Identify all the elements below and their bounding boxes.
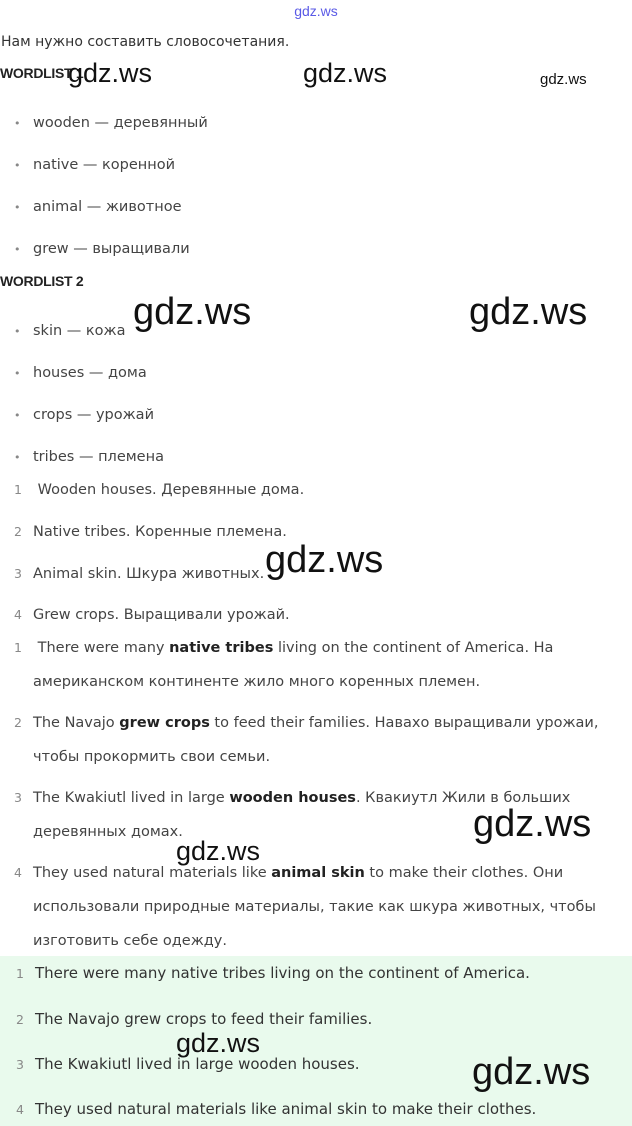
bullet-icon: • — [14, 409, 21, 422]
bullet-icon: • — [14, 201, 21, 214]
bullet-icon: • — [14, 159, 21, 172]
watermark: gdz.ws — [472, 1051, 591, 1093]
site-link[interactable]: gdz.ws — [294, 3, 338, 19]
watermark: gdz.ws — [469, 291, 588, 333]
list-item: • crops — урожай — [14, 407, 154, 423]
wordlist2-heading: WORDLIST 2 — [0, 273, 84, 289]
watermark: gdz.ws — [133, 291, 252, 333]
bullet-icon: • — [14, 117, 21, 130]
watermark: gdz.ws — [540, 71, 587, 88]
watermark: gdz.ws — [176, 1028, 261, 1058]
intro-text: Нам нужно составить словосочетания. — [1, 34, 290, 50]
wordlist1-heading: WORDLIST 1 — [0, 65, 84, 81]
list-item: • skin — кожа — [14, 323, 126, 339]
watermark: gdz.ws — [176, 836, 261, 866]
list-item: • animal — животное — [14, 199, 182, 215]
list-item: • grew — выращивали — [14, 241, 190, 257]
bullet-icon: • — [14, 451, 21, 464]
watermark: gdz.ws — [303, 58, 388, 88]
list-item: • tribes — племена — [14, 449, 164, 465]
bullet-icon: • — [14, 367, 21, 380]
answer-box: 1 There were many native tribes living on the continent of America. 2 The Navajo grew crops to feed their families. 3 The Kwakiutl lived in large wooden houses. 4 They used natural materials like animal skin to make their clothes. — [0, 956, 632, 1126]
watermark: gdz.ws — [265, 539, 384, 581]
list-item: • houses — дома — [14, 365, 147, 381]
list-item: • native — коренной — [14, 157, 176, 173]
watermark: gdz.ws — [68, 58, 153, 88]
bullet-icon: • — [14, 243, 21, 256]
watermark: gdz.ws — [473, 803, 592, 845]
bullet-icon: • — [14, 325, 21, 338]
list-item: • wooden — деревянный — [14, 115, 208, 131]
